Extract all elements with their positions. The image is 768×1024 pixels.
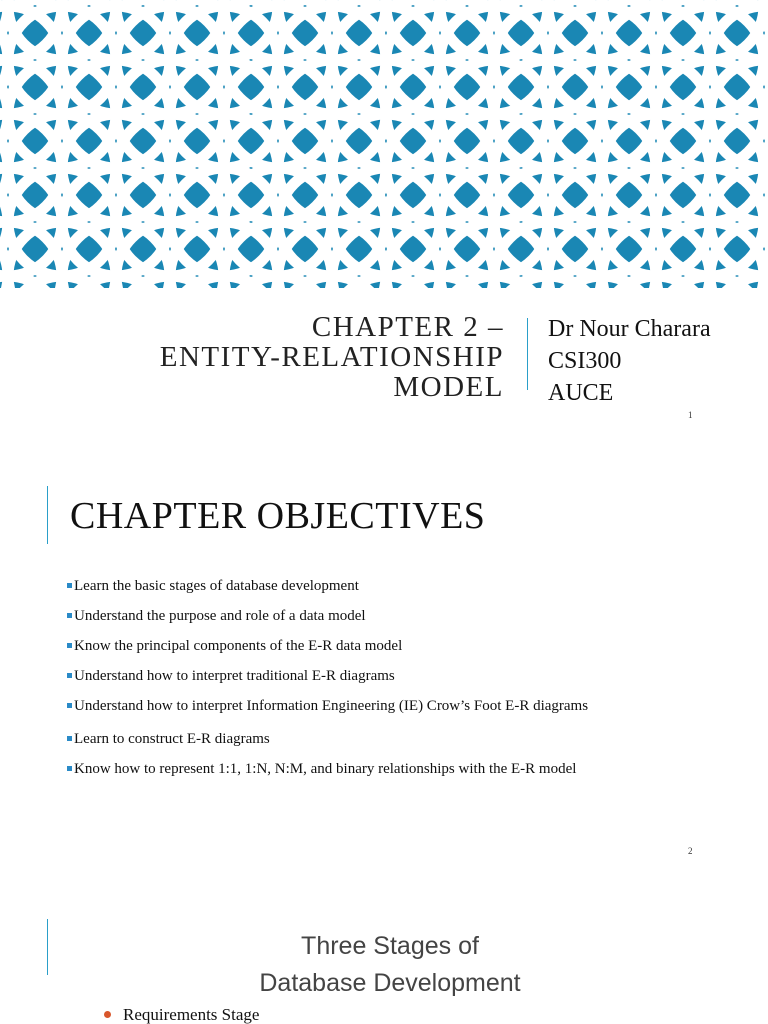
title-accent-line bbox=[47, 486, 48, 544]
list-item: Requirements Stage bbox=[104, 1005, 259, 1024]
list-item: Understand the purpose and role of a data model bbox=[67, 608, 707, 625]
title-divider bbox=[527, 318, 528, 390]
author-block bbox=[548, 313, 711, 409]
square-bullet-icon bbox=[67, 643, 72, 648]
institution: AUCE bbox=[548, 380, 614, 406]
pattern-circles bbox=[0, 0, 768, 288]
slide-number: 1 bbox=[688, 410, 693, 420]
square-bullet-icon bbox=[67, 673, 72, 678]
course-code: CSI300 bbox=[548, 348, 622, 374]
title-line-2: Database Development bbox=[259, 969, 521, 997]
stages-list bbox=[104, 1005, 259, 1024]
objectives-slide bbox=[0, 460, 768, 872]
list-item: Understand how to interpret Information Engineering (IE) Crow’s Foot E-R diagrams bbox=[67, 698, 649, 715]
title-line-3: MODEL bbox=[393, 371, 504, 403]
square-bullet-icon bbox=[67, 703, 72, 708]
list-item: Learn the basic stages of database development bbox=[67, 578, 707, 595]
square-bullet-icon bbox=[67, 736, 72, 741]
stages-slide bbox=[0, 898, 768, 1024]
author-name: Dr Nour Charara bbox=[548, 316, 711, 342]
slide-title bbox=[0, 928, 768, 1002]
objectives-list bbox=[67, 578, 707, 791]
title-line-1: CHAPTER 2 – bbox=[311, 311, 504, 343]
square-bullet-icon bbox=[67, 613, 72, 618]
title-line-1: Three Stages of bbox=[301, 932, 479, 960]
list-item: Learn to construct E-R diagrams bbox=[67, 731, 707, 748]
presentation-title bbox=[84, 312, 504, 402]
title-line-2: ENTITY-RELATIONSHIP bbox=[159, 341, 504, 373]
square-bullet-icon bbox=[67, 766, 72, 771]
decorative-circle-pattern bbox=[0, 0, 768, 288]
list-item: Know the principal components of the E-R data model bbox=[67, 638, 707, 655]
round-bullet-icon bbox=[104, 1011, 111, 1018]
slide-title: CHAPTER OBJECTIVES bbox=[70, 495, 486, 537]
title-slide bbox=[0, 0, 768, 432]
slide-number: 2 bbox=[688, 846, 693, 856]
square-bullet-icon bbox=[67, 583, 72, 588]
list-item: Understand how to interpret traditional E-R diagrams bbox=[67, 668, 707, 685]
list-item: Know how to represent 1:1, 1:N, N:M, and binary relationships with the E-R model bbox=[67, 761, 707, 778]
